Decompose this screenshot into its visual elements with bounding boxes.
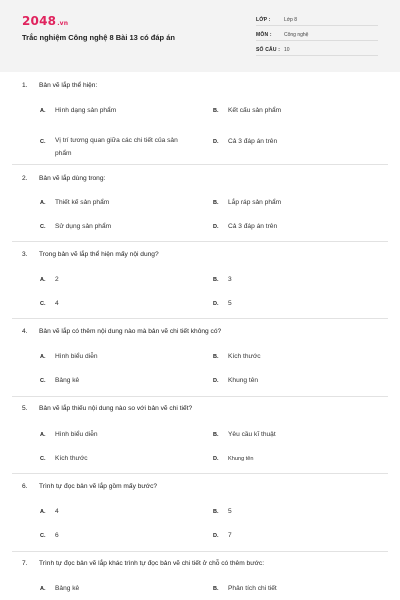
option-text: Kết cấu sản phẩm [228,107,282,114]
info-label: SỐ CÂU : [256,47,281,53]
option-text: 2 [55,276,59,283]
info-value: 10 [284,47,290,53]
option-text: 5 [228,508,232,515]
question-number: 1. [22,82,28,89]
option-key: A. [40,277,46,283]
info-row-class [256,16,378,26]
question-number: 4. [22,328,28,335]
option-key: B. [213,108,219,114]
option-key: B. [213,354,219,360]
option-key: B. [213,277,219,283]
question-text: Bản vẽ lắp có thêm nội dung nào mà bản vẽ chi tiết không có? [39,328,222,335]
option-text: 4 [55,508,59,515]
question-text: Trong bản vẽ lắp thể hiện mấy nội dung? [39,251,159,258]
option-key: C. [40,224,46,230]
question-text: Bản vẽ lắp thiếu nội dung nào so với bản vẽ chi tiết? [39,405,193,412]
option-text: Phân tích chi tiết [228,585,277,592]
option-key: D. [213,456,219,462]
option-key: A. [40,432,46,438]
divider [12,396,388,397]
question-text: Bản vẽ lắp thể hiện: [39,82,98,89]
info-value: Lớp 8 [284,17,298,23]
option-key: A. [40,586,46,592]
question-3 [22,251,159,258]
option-key: D. [213,533,219,539]
question-text: Trình tự đọc bản vẽ lắp gồm mấy bước? [39,483,158,490]
option-key: A. [40,108,46,114]
question-text: Trình tự đọc bản vẽ lắp khác trình tự đọc bản vẽ chi tiết ở chỗ có thêm bước: [39,560,265,567]
option-text: 6 [55,532,59,539]
info-label: MÔN : [256,32,272,38]
document-title: Trắc nghiệm Công nghệ 8 Bài 13 có đáp án [22,33,175,42]
question-number: 3. [22,251,28,258]
option-key: A. [40,509,46,515]
option-text: Kích thước [228,353,261,360]
option-text: 3 [228,276,232,283]
question-6 [22,483,157,490]
question-2 [22,175,105,182]
option-key: C. [40,301,46,307]
info-value: Công nghệ [284,32,309,38]
question-7 [22,560,264,567]
option-key: C. [40,139,46,145]
question-number: 5. [22,405,28,412]
option-text: Lắp ráp sản phẩm [228,199,282,206]
option-text: Hình dạng sản phẩm [55,107,117,114]
question-number: 7. [22,560,28,567]
logo-suffix: .vn [57,20,69,27]
option-text: Cả 3 đáp án trên [228,138,278,145]
option-key: B. [213,200,219,206]
question-number: 6. [22,483,28,490]
divider [12,318,388,319]
option-key: D. [213,139,219,145]
option-text: 4 [55,300,59,307]
option-key: A. [40,354,46,360]
option-text: 5 [228,300,232,307]
option-text: Bảng kê [55,585,80,592]
site-logo[interactable] [22,14,68,28]
option-text: Vị trí tương quan giữa các chi tiết của sản phẩm [55,137,178,157]
option-text: Kích thước [55,455,88,462]
option-key: C. [40,456,46,462]
option-key: A. [40,200,46,206]
option-text: Yêu cầu kĩ thuật [228,431,276,438]
document-header [0,0,400,72]
divider [12,164,388,165]
question-4 [22,328,221,335]
question-5 [22,405,192,412]
option-text: Hình biểu diễn [55,431,98,438]
option-key: D. [213,301,219,307]
option-key: D. [213,378,219,384]
option-key: B. [213,509,219,515]
option-key: D. [213,224,219,230]
option-text: Cả 3 đáp án trên [228,223,278,230]
question-1 [22,82,97,89]
option-text: Thiết kế sản phẩm [55,199,110,206]
divider [12,473,388,474]
option-text: Sử dụng sản phẩm [55,223,112,230]
option-text: 7 [228,532,232,539]
option-key: B. [213,432,219,438]
info-row-subject [256,31,378,41]
option-text: Khung tên [228,377,259,384]
divider [12,551,388,552]
option-text: Khung tên [228,456,254,462]
info-label: LỚP : [256,17,271,23]
divider [12,241,388,242]
info-row-count [256,46,378,56]
option-key: C. [40,533,46,539]
option-text: Bảng kê [55,377,80,384]
option-key: B. [213,586,219,592]
logo-text: 2048 [22,14,57,28]
option-text: Hình biểu diễn [55,353,98,360]
option-key: C. [40,378,46,384]
question-number: 2. [22,175,28,182]
question-text: Bản vẽ lắp dùng trong: [39,175,106,182]
